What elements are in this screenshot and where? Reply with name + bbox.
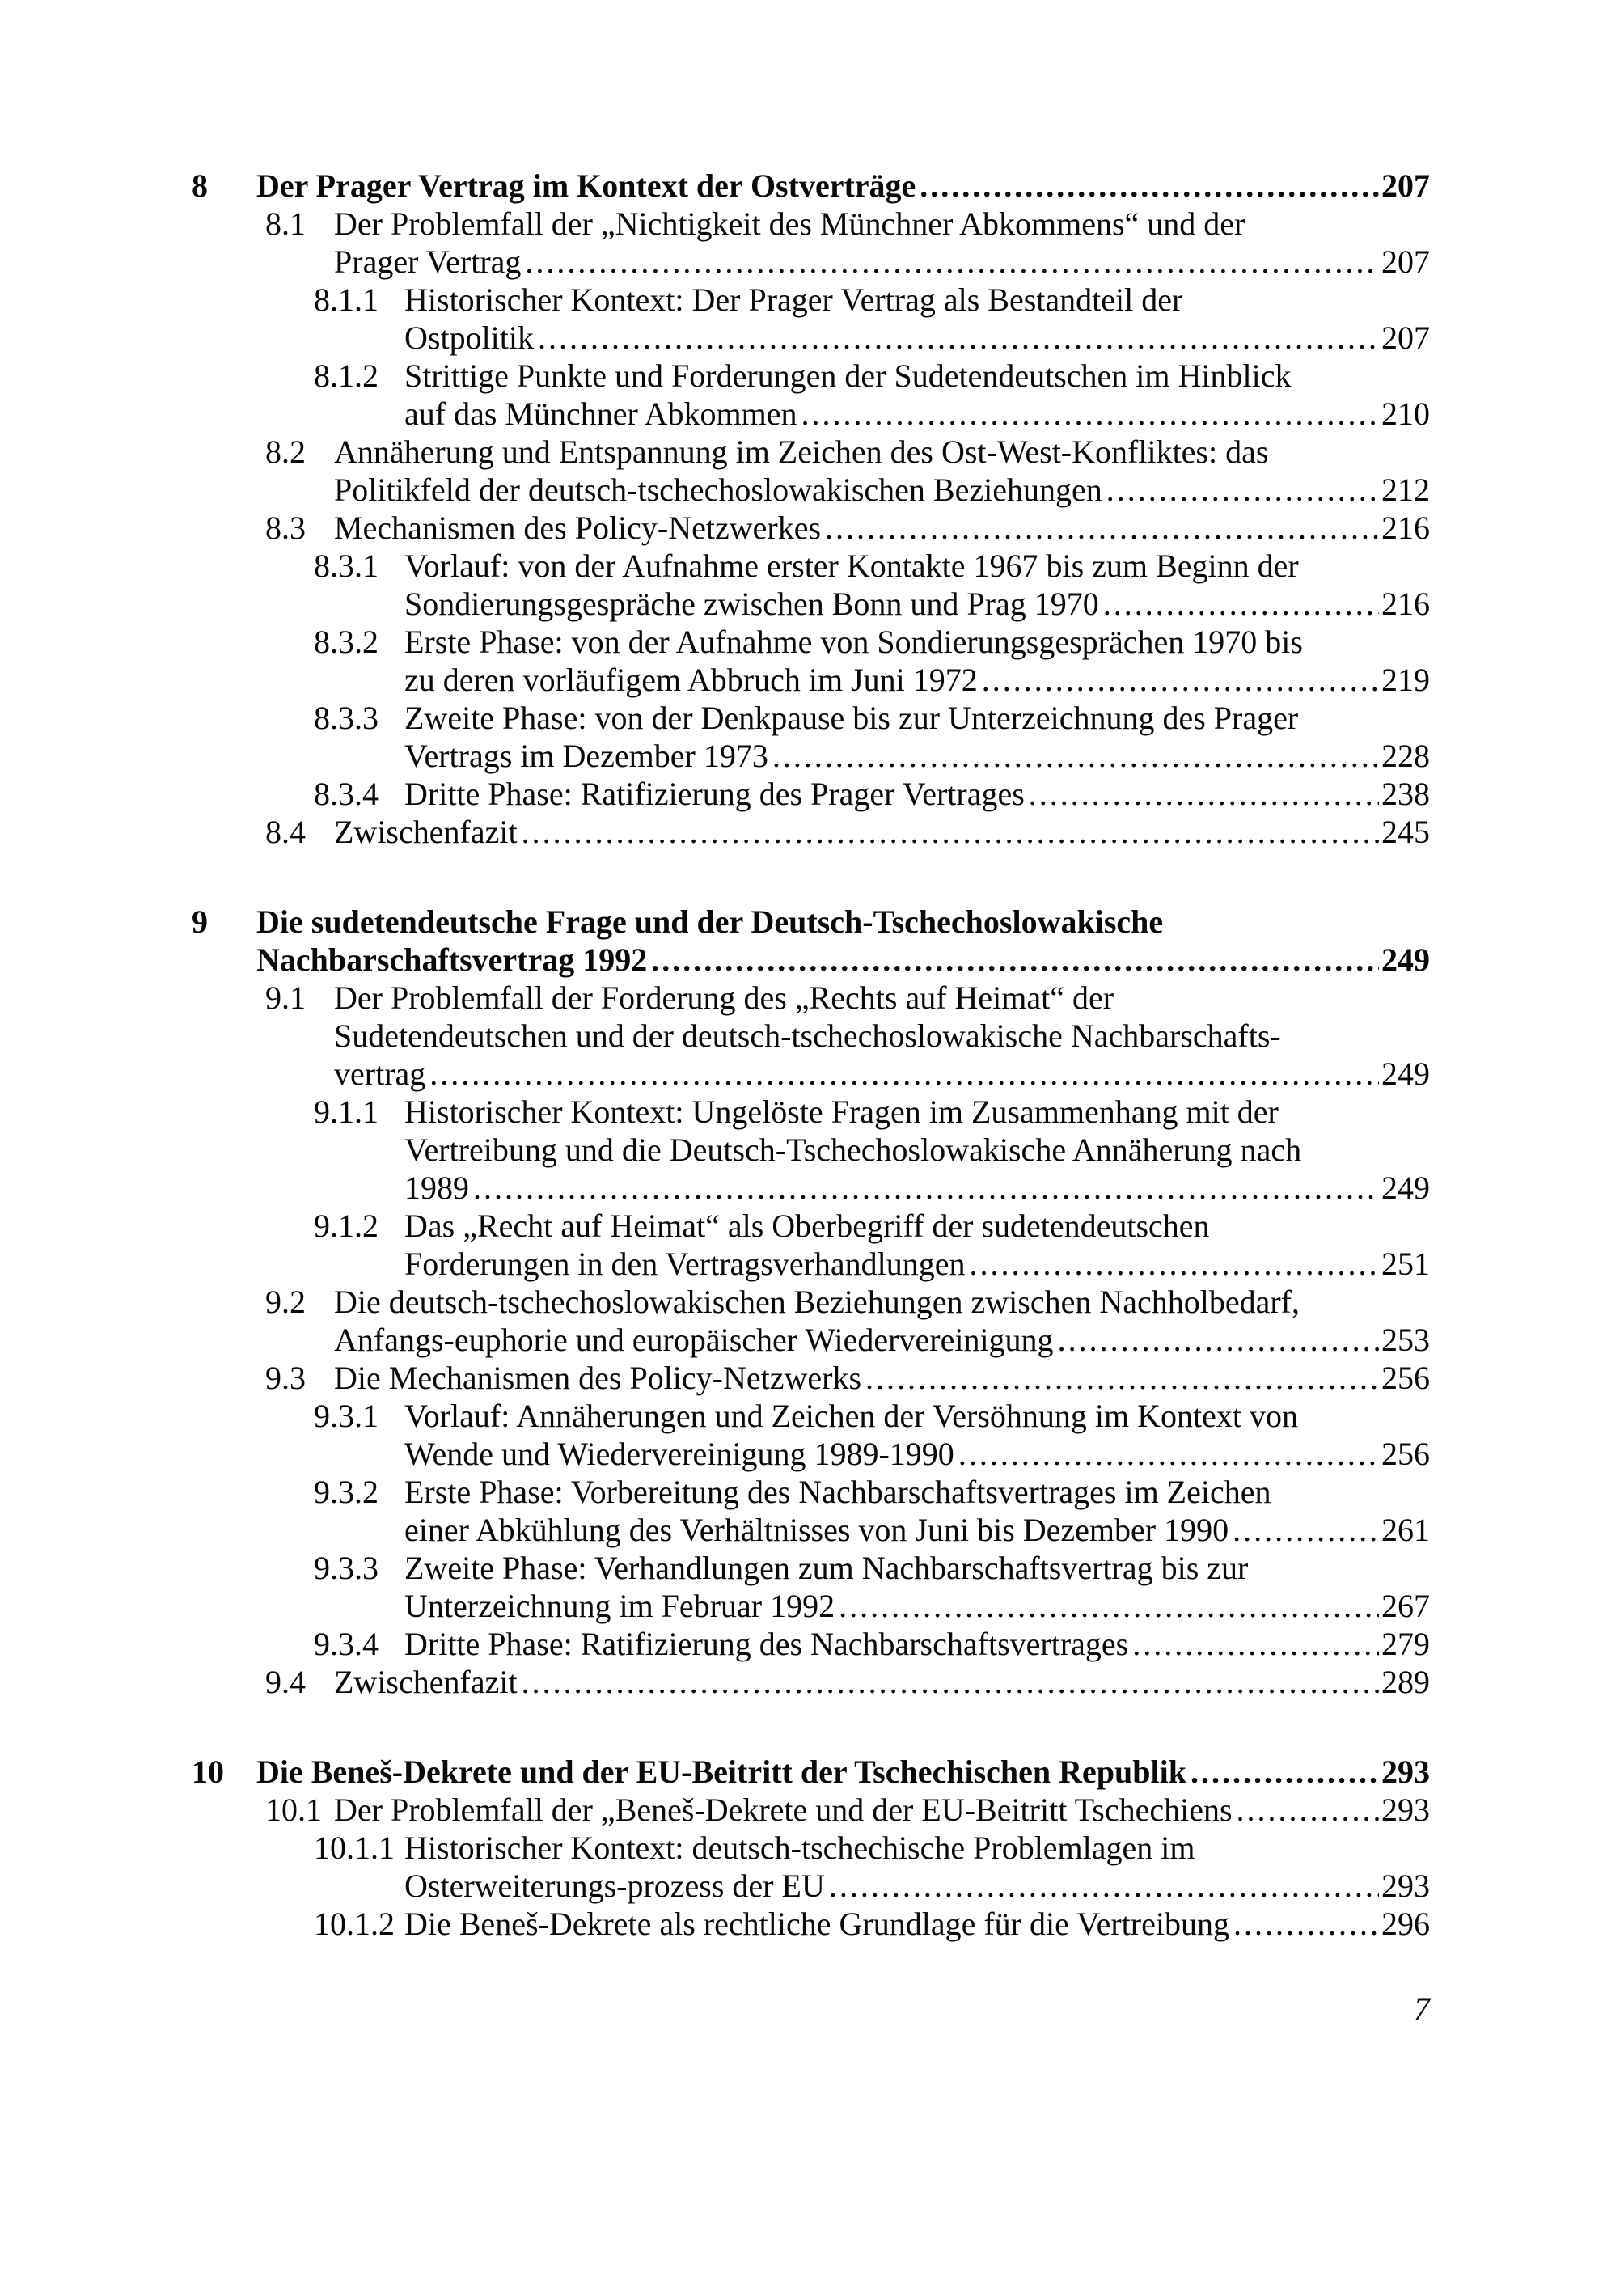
toc-entry-line: Zweite Phase: Verhandlungen zum Nachbarschaftsvertrag bis zur	[404, 1550, 1249, 1586]
toc-entry-body	[404, 623, 1430, 699]
toc-entry-lastline	[256, 941, 1430, 979]
toc-entry-page: 219	[1381, 662, 1430, 698]
toc-entry-lastline	[334, 1663, 1430, 1701]
toc-entry-page: 216	[1381, 586, 1430, 622]
toc-entry-body	[404, 547, 1430, 623]
toc-entry-number: 9.1	[265, 979, 306, 1016]
toc-entry	[314, 1829, 1430, 1905]
toc-entry-text: Ostpolitik	[404, 319, 535, 356]
toc-entry-page: 245	[1381, 814, 1430, 850]
toc-entry-body	[334, 1359, 1430, 1397]
toc-entry	[192, 1753, 1430, 1791]
toc-entry-number: 8.3.1	[314, 548, 379, 584]
dot-leader	[1132, 1625, 1379, 1663]
page-number: 7	[1414, 1991, 1430, 2027]
toc-entry-line: Die sudetendeutsche Frage und der Deutsch-Tschechoslowakische	[256, 903, 1164, 940]
dot-leader	[1191, 1753, 1379, 1791]
toc-entry-page: 207	[1381, 167, 1430, 204]
toc-entry-page: 251	[1381, 1246, 1430, 1282]
toc-entry-number: 9.3.3	[314, 1550, 379, 1586]
toc-entry-text: 1989	[404, 1170, 469, 1206]
toc-entry-body	[404, 1207, 1430, 1283]
toc-entry-lastline	[404, 585, 1430, 623]
toc-entry-body	[256, 167, 1430, 205]
toc-entry	[314, 1397, 1430, 1473]
toc-entry	[314, 1093, 1430, 1207]
toc-entry-lastline	[404, 1625, 1430, 1663]
toc-entry-text: Der Prager Vertrag im Kontext der Ostverträge	[256, 167, 916, 204]
toc-entry	[265, 979, 1430, 1093]
toc-entry	[314, 775, 1430, 813]
toc-entry-line: Erste Phase: Vorbereitung des Nachbarschaftsvertrages im Zeichen	[404, 1474, 1271, 1510]
toc-entry-body	[334, 813, 1430, 851]
toc-entry-page: 293	[1381, 1792, 1430, 1828]
toc-entry-lastline	[334, 1359, 1430, 1397]
toc-entry-number: 9.1.1	[314, 1094, 379, 1130]
toc-entry-lastline	[404, 1511, 1430, 1549]
toc-entry	[314, 1473, 1430, 1549]
toc-entry-number: 10.1	[265, 1792, 322, 1828]
toc-entry	[314, 623, 1430, 699]
toc-entry-line: Der Problemfall der „Nichtigkeit des Münchner Abkommens“ und der	[334, 205, 1245, 242]
toc-entry-lastline	[334, 243, 1430, 281]
dot-leader	[473, 1169, 1379, 1207]
toc-entry-page: 207	[1381, 243, 1430, 280]
toc-entry-body	[404, 281, 1430, 357]
toc-entry-line: Der Problemfall der Forderung des „Rechts auf Heimat“ der	[334, 979, 1114, 1016]
toc-entry-page: 256	[1381, 1436, 1430, 1472]
toc-entry-text: Der Problemfall der „Beneš-Dekrete und der EU-Beitritt Tschechiens	[334, 1792, 1233, 1828]
dot-leader	[982, 661, 1379, 699]
toc-entry-body	[334, 1791, 1430, 1829]
toc-entry-line: Das „Recht auf Heimat“ als Oberbegriff der sudetendeutschen	[404, 1208, 1210, 1244]
toc-entry-body	[404, 1905, 1430, 1943]
toc-entry-number: 9.2	[265, 1284, 306, 1320]
toc-entry-text: Wende und Wiedervereinigung 1989-1990	[404, 1436, 954, 1472]
toc-entry-text: Dritte Phase: Ratifizierung des Prager Vertrages	[404, 776, 1025, 812]
toc-entry-number: 9.3	[265, 1360, 306, 1396]
toc-entry	[265, 1663, 1430, 1701]
toc-entry-page: 279	[1381, 1626, 1430, 1662]
toc-entry-body	[404, 357, 1430, 433]
toc-entry-lastline	[256, 167, 1430, 205]
toc-entry-page: 228	[1381, 738, 1430, 774]
toc-entry-number: 8.3.4	[314, 776, 379, 812]
toc-entry	[265, 509, 1430, 547]
toc-entry-number: 8.3	[265, 510, 306, 546]
toc-entry	[265, 205, 1430, 281]
toc-entry-body	[256, 1753, 1430, 1791]
toc-entry-text: vertrag	[334, 1056, 426, 1092]
toc-entry-text: zu deren vorläufigem Abbruch im Juni 1972	[404, 662, 978, 698]
toc-entry-lastline	[404, 775, 1430, 813]
toc-entry-body	[404, 1473, 1430, 1549]
toc-entry-page: 210	[1381, 396, 1430, 432]
dot-leader	[522, 1663, 1379, 1701]
toc-entry	[265, 1283, 1430, 1359]
toc-content	[192, 167, 1430, 2028]
dot-leader	[1237, 1791, 1379, 1829]
dot-leader	[1029, 775, 1379, 813]
dot-leader	[651, 941, 1379, 979]
toc-entry-page: 249	[1381, 941, 1430, 978]
toc-entry-body	[334, 1283, 1430, 1359]
toc-entry-page: 249	[1381, 1056, 1430, 1092]
toc-entry-page: 249	[1381, 1170, 1430, 1206]
toc-entry-lastline	[404, 1587, 1430, 1625]
toc-entry-line: Historischer Kontext: Ungelöste Fragen im Zusammenhang mit der	[404, 1094, 1279, 1130]
toc-entry-number: 8.3.2	[314, 624, 379, 660]
toc-entry-lastline	[404, 737, 1430, 775]
toc-entry	[314, 357, 1430, 433]
toc-entry	[314, 1207, 1430, 1283]
toc-entry-line: Annäherung und Entspannung im Zeichen des Ost-West-Konfliktes: das	[334, 434, 1269, 470]
toc-entry-body	[334, 1663, 1430, 1701]
toc-entry-text: Politikfeld der deutsch-tschechoslowakischen Beziehungen	[334, 472, 1102, 508]
toc-entry-text: Osterweiterungs-prozess der EU	[404, 1868, 825, 1904]
dot-leader	[1106, 471, 1379, 509]
toc-entry-line: Strittige Punkte und Forderungen der Sudetendeutschen im Hinblick	[404, 357, 1292, 394]
toc-entry-number: 8.1.2	[314, 357, 379, 394]
toc-entry-number: 8.1.1	[314, 281, 379, 318]
toc-entry-lastline	[334, 1321, 1430, 1359]
toc-entry-lastline	[334, 471, 1430, 509]
toc-entry-number: 9.3.1	[314, 1398, 379, 1434]
toc-entry-line: Vertreibung und die Deutsch-Tschechoslowakische Annäherung nach	[404, 1132, 1302, 1168]
toc-entry-page: 261	[1381, 1512, 1430, 1548]
toc-entry	[314, 699, 1430, 775]
toc-entry-page: 289	[1381, 1664, 1430, 1700]
toc-entry-line: Historischer Kontext: Der Prager Vertrag als Bestandteil der	[404, 281, 1183, 318]
toc-entry-number: 8.2	[265, 434, 306, 470]
toc-entry-lastline	[334, 509, 1430, 547]
toc-entry-lastline	[404, 1169, 1430, 1207]
toc-entry-number: 10.1.1	[314, 1830, 395, 1866]
toc-entry-lastline	[404, 319, 1430, 357]
toc-entry-number: 9.1.2	[314, 1208, 379, 1244]
toc-entry-page: 238	[1381, 776, 1430, 812]
toc-entry-text: Prager Vertrag	[334, 243, 522, 280]
toc-entry-number: 8.1	[265, 205, 306, 242]
toc-entry	[314, 281, 1430, 357]
toc-entry-body	[404, 1829, 1430, 1905]
toc-entry-number: 9.4	[265, 1664, 306, 1700]
toc-entry-line: Vorlauf: von der Aufnahme erster Kontakte 1967 bis zum Beginn der	[404, 548, 1299, 584]
toc-entry-body	[334, 509, 1430, 547]
toc-entry-text: Vertrags im Dezember 1973	[404, 738, 768, 774]
toc-entry-line: Die deutsch-tschechoslowakischen Beziehungen zwischen Nachholbedarf,	[334, 1284, 1300, 1320]
toc-entry-page: 256	[1381, 1360, 1430, 1396]
toc-entry-page: 253	[1381, 1322, 1430, 1358]
toc-entry-body	[256, 903, 1430, 979]
toc-entry-line: Vorlauf: Annäherungen und Zeichen der Versöhnung im Kontext von	[404, 1398, 1298, 1434]
toc-entry-body	[404, 1625, 1430, 1663]
toc-entry-number: 10	[192, 1754, 224, 1790]
toc-entry-text: Anfangs-euphorie und europäischer Wiedervereinigung	[334, 1322, 1054, 1358]
toc-entry-text: Zwischenfazit	[334, 814, 518, 850]
toc-entry-number: 8	[192, 167, 208, 204]
dot-leader	[1058, 1321, 1379, 1359]
toc-entry-text: auf das Münchner Abkommen	[404, 396, 797, 432]
dot-leader	[825, 509, 1379, 547]
toc-entry-line: Zweite Phase: von der Denkpause bis zur Unterzeichnung des Prager	[404, 700, 1299, 736]
toc-entry-page: 207	[1381, 319, 1430, 356]
toc-entry-text: Unterzeichnung im Februar 1992	[404, 1588, 835, 1624]
toc-entry-number: 8.4	[265, 814, 306, 850]
toc-entry-page: 216	[1381, 510, 1430, 546]
toc-entry-lastline	[334, 813, 1430, 851]
toc-entry-body	[404, 1397, 1430, 1473]
dot-leader	[522, 813, 1379, 851]
dot-leader	[1233, 1511, 1379, 1549]
toc-entry-page: 267	[1381, 1588, 1430, 1624]
toc-entry-number: 9.3.4	[314, 1626, 379, 1662]
toc-entry	[192, 903, 1430, 979]
dot-leader	[525, 243, 1379, 281]
toc-entry	[314, 1549, 1430, 1625]
toc-entry-number: 8.3.3	[314, 700, 379, 736]
toc-entry-number: 10.1.2	[314, 1906, 395, 1942]
toc-entry-body	[404, 1093, 1430, 1207]
toc-entry	[314, 1625, 1430, 1663]
toc-entry-body	[404, 1549, 1430, 1625]
toc-entry-text: Die Mechanismen des Policy-Netzwerks	[334, 1360, 862, 1396]
toc-entry	[192, 167, 1430, 205]
toc-entry-line: Erste Phase: von der Aufnahme von Sondierungsgesprächen 1970 bis	[404, 624, 1303, 660]
dot-leader	[839, 1587, 1379, 1625]
toc-entry-lastline	[334, 1791, 1430, 1829]
dot-leader	[970, 1245, 1379, 1283]
toc-entry-lastline	[404, 1867, 1430, 1905]
toc-entry-text: Die Beneš-Dekrete als rechtliche Grundlage für die Vertreibung	[404, 1906, 1229, 1942]
toc-entry	[265, 813, 1430, 851]
toc-entry	[265, 1791, 1430, 1829]
toc-entry-page: 293	[1381, 1868, 1430, 1904]
toc-entry-page: 293	[1381, 1754, 1430, 1790]
dot-leader	[801, 395, 1379, 433]
toc-entry-text: Die Beneš-Dekrete und der EU-Beitritt der Tschechischen Republik	[256, 1754, 1187, 1790]
toc-entry-text: Nachbarschaftsvertrag 1992	[256, 941, 648, 978]
dot-leader	[829, 1867, 1379, 1905]
dot-leader	[1233, 1905, 1379, 1943]
toc-entry-text: Zwischenfazit	[334, 1664, 518, 1700]
toc-entry-line: Sudetendeutschen und der deutsch-tschechoslowakische Nachbarschafts-	[334, 1017, 1281, 1054]
toc-entry-page: 212	[1381, 472, 1430, 508]
toc-entry-page: 296	[1381, 1906, 1430, 1942]
toc-entry-text: Sondierungsgespräche zwischen Bonn und Prag 1970	[404, 586, 1099, 622]
dot-leader	[1103, 585, 1379, 623]
toc-entry-body	[334, 433, 1430, 509]
toc-entry	[314, 547, 1430, 623]
toc-entry-lastline	[256, 1753, 1430, 1791]
toc-entry	[265, 1359, 1430, 1397]
toc-entry-body	[334, 205, 1430, 281]
toc-entry	[265, 433, 1430, 509]
toc-entry-body	[404, 699, 1430, 775]
toc-entry	[314, 1905, 1430, 1943]
toc-entry-line: Historischer Kontext: deutsch-tschechische Problemlagen im	[404, 1830, 1195, 1866]
dot-leader	[772, 737, 1379, 775]
toc-entry-lastline	[404, 1245, 1430, 1283]
toc-entry-body	[404, 775, 1430, 813]
dot-leader	[920, 167, 1379, 205]
toc-entry-lastline	[404, 661, 1430, 699]
toc-entry-text: Dritte Phase: Ratifizierung des Nachbarschaftsvertrages	[404, 1626, 1129, 1662]
dot-leader	[865, 1359, 1379, 1397]
dot-leader	[429, 1055, 1379, 1093]
toc-entry-number: 9	[192, 903, 208, 940]
toc-entry-text: einer Abkühlung des Verhältnisses von Juni bis Dezember 1990	[404, 1512, 1229, 1548]
toc-entry-text: Forderungen in den Vertragsverhandlungen	[404, 1246, 966, 1282]
dot-leader	[958, 1435, 1379, 1473]
dot-leader	[538, 319, 1379, 357]
toc-entry-lastline	[404, 1435, 1430, 1473]
toc-entry-text: Mechanismen des Policy-Netzwerkes	[334, 510, 822, 546]
toc-entry-lastline	[404, 1905, 1430, 1943]
toc-entry-number: 9.3.2	[314, 1474, 379, 1510]
toc-entry-lastline	[334, 1055, 1430, 1093]
toc-entry-body	[334, 979, 1430, 1093]
toc-list	[192, 167, 1430, 1943]
toc-entry-lastline	[404, 395, 1430, 433]
